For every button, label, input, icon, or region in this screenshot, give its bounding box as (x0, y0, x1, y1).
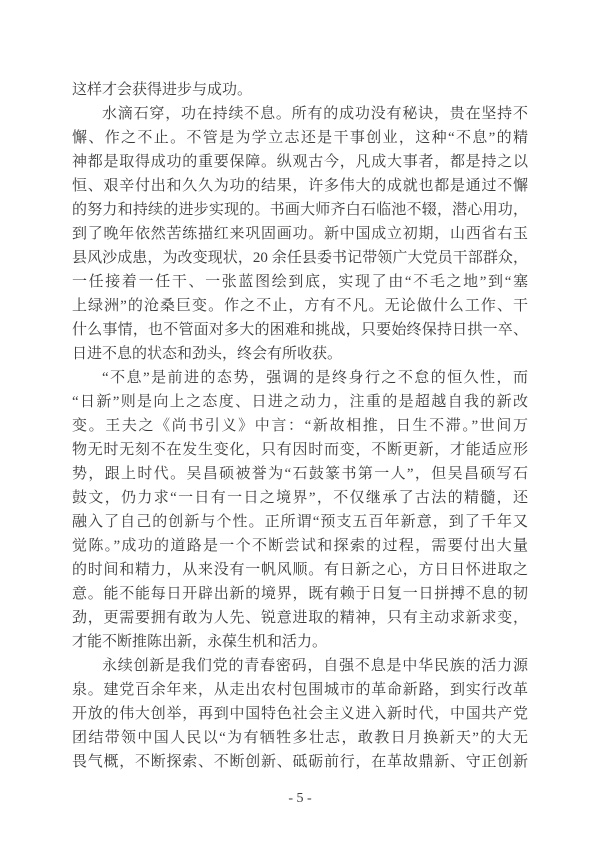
text-line: 劲，更需要拥有敢为人先、锐意进取的精神，只有主动求新求变， (72, 610, 528, 626)
text-line: 日进不息的状态和劲头，终会有所收获。 (72, 346, 343, 362)
text-line: 势，跟上时代。吴昌硕被誉为“石鼓篆书第一人”，但吴昌硕写石 (72, 466, 528, 482)
text-line: 懈、作之不止。不管是为学立志还是干事创业，这种“不息”的精 (72, 130, 528, 146)
text-line: 水滴石穿，功在持续不息。所有的成功没有秘诀，贵在坚持不 (102, 106, 528, 122)
page-number: - 5 - (288, 791, 312, 806)
text-line: “不息”是前进的态势，强调的是终身行之不怠的恒久性，而 (102, 370, 528, 386)
text-line: 变。王夫之《尚书引义》中言：“新故相推，日生不滞。”世间万 (72, 418, 528, 434)
text-line: “日新”则是向上之态度、日进之动力，注重的是超越自我的新改 (72, 394, 528, 410)
text-line: 意。能不能每日开辟出新的境界，既有赖于日复一日拼搏不息的韧 (72, 586, 528, 602)
text-line: 恒、艰辛付出和久久为功的结果，许多伟大的成就也都是通过不懈 (72, 178, 528, 194)
text-line: 县风沙成患，为改变现状，20 余任县委书记带领广大党员干部群众， (72, 250, 528, 266)
text-line: 的时间和精力，从来没有一帆风顺。有日新之心，方日日怀进取之 (72, 562, 528, 578)
text-line: 这样才会获得进步与成功。 (72, 82, 253, 98)
text-line: 什么事情，也不管面对多大的困难和挑战，只要始终保持日拱一卒、 (72, 322, 528, 338)
text-line: 一任接着一任干、一张蓝图绘到底，实现了由“不毛之地”到“塞 (72, 274, 528, 290)
text-line: 物无时无刻不在发生变化，只有因时而变，不断更新，才能适应形 (72, 442, 528, 458)
text-line: 才能不断推陈出新，永葆生机和活力。 (72, 634, 328, 650)
text-line: 到了晚年依然苦练描红来巩固画功。新中国成立初期，山西省右玉 (72, 226, 528, 242)
text-line: 开放的伟大创举，再到中国特色社会主义进入新时代，中国共产党 (72, 706, 528, 722)
text-line: 融入了自己的创新与个性。正所谓“预支五百年新意，到了千年又 (72, 514, 528, 530)
text-line: 泉。建党百余年来，从走出农村包围城市的革命新路，到实行改革 (72, 682, 528, 698)
text-line: 畏气概，不断探索、不断创新、砥砺前行，在革故鼎新、守正创新 (72, 754, 528, 770)
text-line: 团结带领中国人民以“为有牺牲多壮志，敢教日月换新天”的大无 (72, 730, 528, 746)
text-line: 觉陈。”成功的道路是一个不断尝试和探索的过程，需要付出大量 (72, 538, 528, 554)
text-line: 上绿洲”的沧桑巨变。作之不止，方有不凡。无论做什么工作、干 (72, 298, 528, 314)
text-line: 神都是取得成功的重要保障。纵观古今，凡成大事者，都是持之以 (72, 154, 528, 170)
text-line: 的努力和持续的进步实现的。书画大师齐白石临池不辍，潜心用功， (72, 202, 528, 218)
document-body (72, 78, 528, 774)
text-line: 鼓文，仍力求“一日有一日之境界”，不仅继承了古法的精髓，还 (72, 490, 528, 506)
text-line: 永续创新是我们党的青春密码，自强不息是中华民族的活力源 (102, 658, 528, 674)
